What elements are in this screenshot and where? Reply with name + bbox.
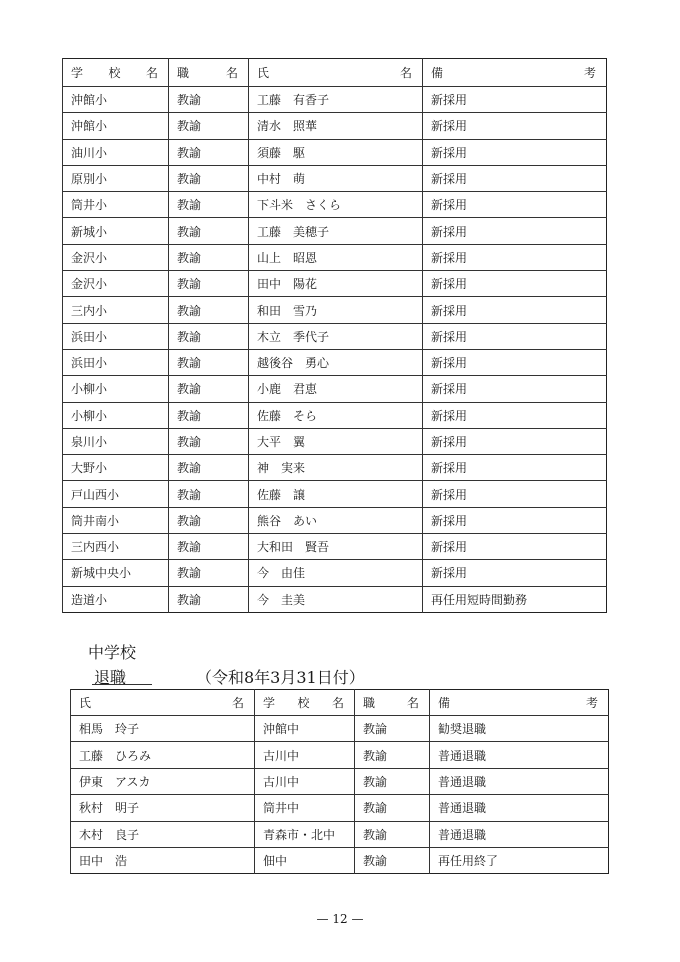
cell-position: 教諭 (169, 192, 249, 218)
cell-name: 田中 浩 (71, 847, 255, 873)
cell-name: 和田 雪乃 (249, 297, 423, 323)
cell-remarks: 勧奨退職 (430, 716, 609, 742)
cell-school: 沖館小 (63, 113, 169, 139)
table-row (63, 481, 607, 507)
cell-school: 筒井南小 (63, 507, 169, 533)
cell-position: 教諭 (169, 244, 249, 270)
cell-remarks: 新採用 (423, 455, 607, 481)
cell-position: 教諭 (169, 297, 249, 323)
cell-remarks: 新採用 (423, 87, 607, 113)
cell-school: 小柳小 (63, 402, 169, 428)
page-number: — 12 — (316, 912, 364, 926)
table-row (63, 586, 607, 612)
cell-school: 原別小 (63, 165, 169, 191)
cell-name: 工藤 有香子 (249, 87, 423, 113)
cell-name: 中村 萌 (249, 165, 423, 191)
cell-school: 金沢小 (63, 244, 169, 270)
cell-name: 山上 昭恩 (249, 244, 423, 270)
cell-name: 清水 照華 (249, 113, 423, 139)
cell-school: 古川中 (255, 742, 355, 768)
cell-school: 大野小 (63, 455, 169, 481)
cell-remarks: 新採用 (423, 297, 607, 323)
cell-name: 須藤 駆 (249, 139, 423, 165)
cell-position: 教諭 (169, 560, 249, 586)
table-row (63, 297, 607, 323)
table-header-row (71, 690, 609, 716)
cell-remarks: 新採用 (423, 271, 607, 297)
cell-position: 教諭 (169, 428, 249, 454)
cell-name: 下斗米 さくら (249, 192, 423, 218)
cell-school: 浜田小 (63, 323, 169, 349)
cell-school: 筒井中 (255, 795, 355, 821)
cell-position: 教諭 (169, 455, 249, 481)
cell-name: 今 由佳 (249, 560, 423, 586)
cell-position: 教諭 (169, 165, 249, 191)
cell-name: 木村 良子 (71, 821, 255, 847)
table-row (63, 192, 607, 218)
table-row (71, 795, 609, 821)
table-row (71, 742, 609, 768)
section-subtitle: 退職 (94, 668, 127, 687)
cell-position: 教諭 (169, 139, 249, 165)
header-name: 氏 名 (249, 59, 423, 87)
section-title: 中学校 (88, 643, 137, 662)
table-row (63, 87, 607, 113)
cell-name: 神 実来 (249, 455, 423, 481)
cell-name: 越後谷 勇心 (249, 349, 423, 375)
cell-position: 教諭 (169, 586, 249, 612)
cell-position: 教諭 (355, 768, 430, 794)
cell-name: 伊東 アスカ (71, 768, 255, 794)
cell-remarks: 新採用 (423, 428, 607, 454)
cell-remarks: 新採用 (423, 113, 607, 139)
table-row (63, 455, 607, 481)
cell-school: 沖館小 (63, 87, 169, 113)
table-row (63, 271, 607, 297)
cell-school: 浜田小 (63, 349, 169, 375)
cell-position: 教諭 (169, 349, 249, 375)
cell-name: 木立 季代子 (249, 323, 423, 349)
cell-school: 沖館中 (255, 716, 355, 742)
cell-remarks: 新採用 (423, 560, 607, 586)
table-row (63, 376, 607, 402)
retirement-table (70, 689, 609, 874)
table-row (63, 218, 607, 244)
cell-remarks: 新採用 (423, 323, 607, 349)
cell-name: 佐藤 そら (249, 402, 423, 428)
cell-position: 教諭 (355, 795, 430, 821)
cell-position: 教諭 (355, 742, 430, 768)
cell-position: 教諭 (169, 271, 249, 297)
cell-school: 造道小 (63, 586, 169, 612)
cell-position: 教諭 (169, 113, 249, 139)
table-row (63, 349, 607, 375)
effective-date-note: （令和8年3月31日付） (196, 668, 365, 687)
cell-remarks: 新採用 (423, 218, 607, 244)
cell-school: 佃中 (255, 847, 355, 873)
cell-position: 教諭 (169, 507, 249, 533)
cell-remarks: 新採用 (423, 139, 607, 165)
header-remarks: 備 考 (430, 690, 609, 716)
cell-name: 秋村 明子 (71, 795, 255, 821)
cell-school: 油川小 (63, 139, 169, 165)
cell-name: 大平 翼 (249, 428, 423, 454)
cell-school: 新城中央小 (63, 560, 169, 586)
cell-remarks: 新採用 (423, 481, 607, 507)
cell-school: 三内小 (63, 297, 169, 323)
new-hire-table (62, 58, 607, 613)
cell-remarks: 新採用 (423, 349, 607, 375)
cell-school: 古川中 (255, 768, 355, 794)
header-school: 学 校 名 (63, 59, 169, 87)
cell-school: 三内西小 (63, 534, 169, 560)
cell-remarks: 新採用 (423, 165, 607, 191)
cell-school: 戸山西小 (63, 481, 169, 507)
cell-position: 教諭 (355, 821, 430, 847)
cell-remarks: 普通退職 (430, 821, 609, 847)
cell-remarks: 新採用 (423, 244, 607, 270)
cell-position: 教諭 (169, 534, 249, 560)
cell-name: 小鹿 君恵 (249, 376, 423, 402)
subtitle-underline (92, 684, 152, 685)
cell-school: 泉川小 (63, 428, 169, 454)
table-row (63, 244, 607, 270)
table-row (63, 165, 607, 191)
table-row (63, 534, 607, 560)
cell-remarks: 新採用 (423, 534, 607, 560)
header-name: 氏 名 (71, 690, 255, 716)
cell-remarks: 新採用 (423, 376, 607, 402)
table-row (63, 113, 607, 139)
cell-name: 熊谷 あい (249, 507, 423, 533)
cell-position: 教諭 (169, 376, 249, 402)
cell-position: 教諭 (355, 847, 430, 873)
header-position: 職 名 (169, 59, 249, 87)
table-row (63, 139, 607, 165)
cell-position: 教諭 (169, 402, 249, 428)
table-row (63, 428, 607, 454)
cell-position: 教諭 (169, 218, 249, 244)
cell-name: 相馬 玲子 (71, 716, 255, 742)
cell-name: 大和田 賢吾 (249, 534, 423, 560)
table-row (63, 560, 607, 586)
cell-position: 教諭 (169, 323, 249, 349)
cell-name: 今 圭美 (249, 586, 423, 612)
cell-position: 教論 (355, 716, 430, 742)
cell-position: 教諭 (169, 481, 249, 507)
header-position: 職 名 (355, 690, 430, 716)
cell-position: 教諭 (169, 87, 249, 113)
cell-remarks: 普通退職 (430, 795, 609, 821)
cell-name: 佐藤 譲 (249, 481, 423, 507)
cell-school: 金沢小 (63, 271, 169, 297)
table-header-row (63, 59, 607, 87)
cell-remarks: 新採用 (423, 192, 607, 218)
cell-remarks: 新採用 (423, 402, 607, 428)
cell-school: 小柳小 (63, 376, 169, 402)
cell-school: 青森市・北中 (255, 821, 355, 847)
table-row (63, 323, 607, 349)
table-row (71, 768, 609, 794)
table-row (63, 402, 607, 428)
cell-remarks: 新採用 (423, 507, 607, 533)
cell-remarks: 再任用短時間勤務 (423, 586, 607, 612)
cell-school: 新城小 (63, 218, 169, 244)
cell-remarks: 普通退職 (430, 742, 609, 768)
cell-school: 筒井小 (63, 192, 169, 218)
cell-remarks: 普通退職 (430, 768, 609, 794)
header-school: 学 校 名 (255, 690, 355, 716)
table-row (63, 507, 607, 533)
cell-remarks: 再任用終了 (430, 847, 609, 873)
header-remarks: 備 考 (423, 59, 607, 87)
table-row (71, 716, 609, 742)
cell-name: 工藤 美穂子 (249, 218, 423, 244)
cell-name: 工藤 ひろみ (71, 742, 255, 768)
table-row (71, 821, 609, 847)
table-row (71, 847, 609, 873)
cell-name: 田中 陽花 (249, 271, 423, 297)
